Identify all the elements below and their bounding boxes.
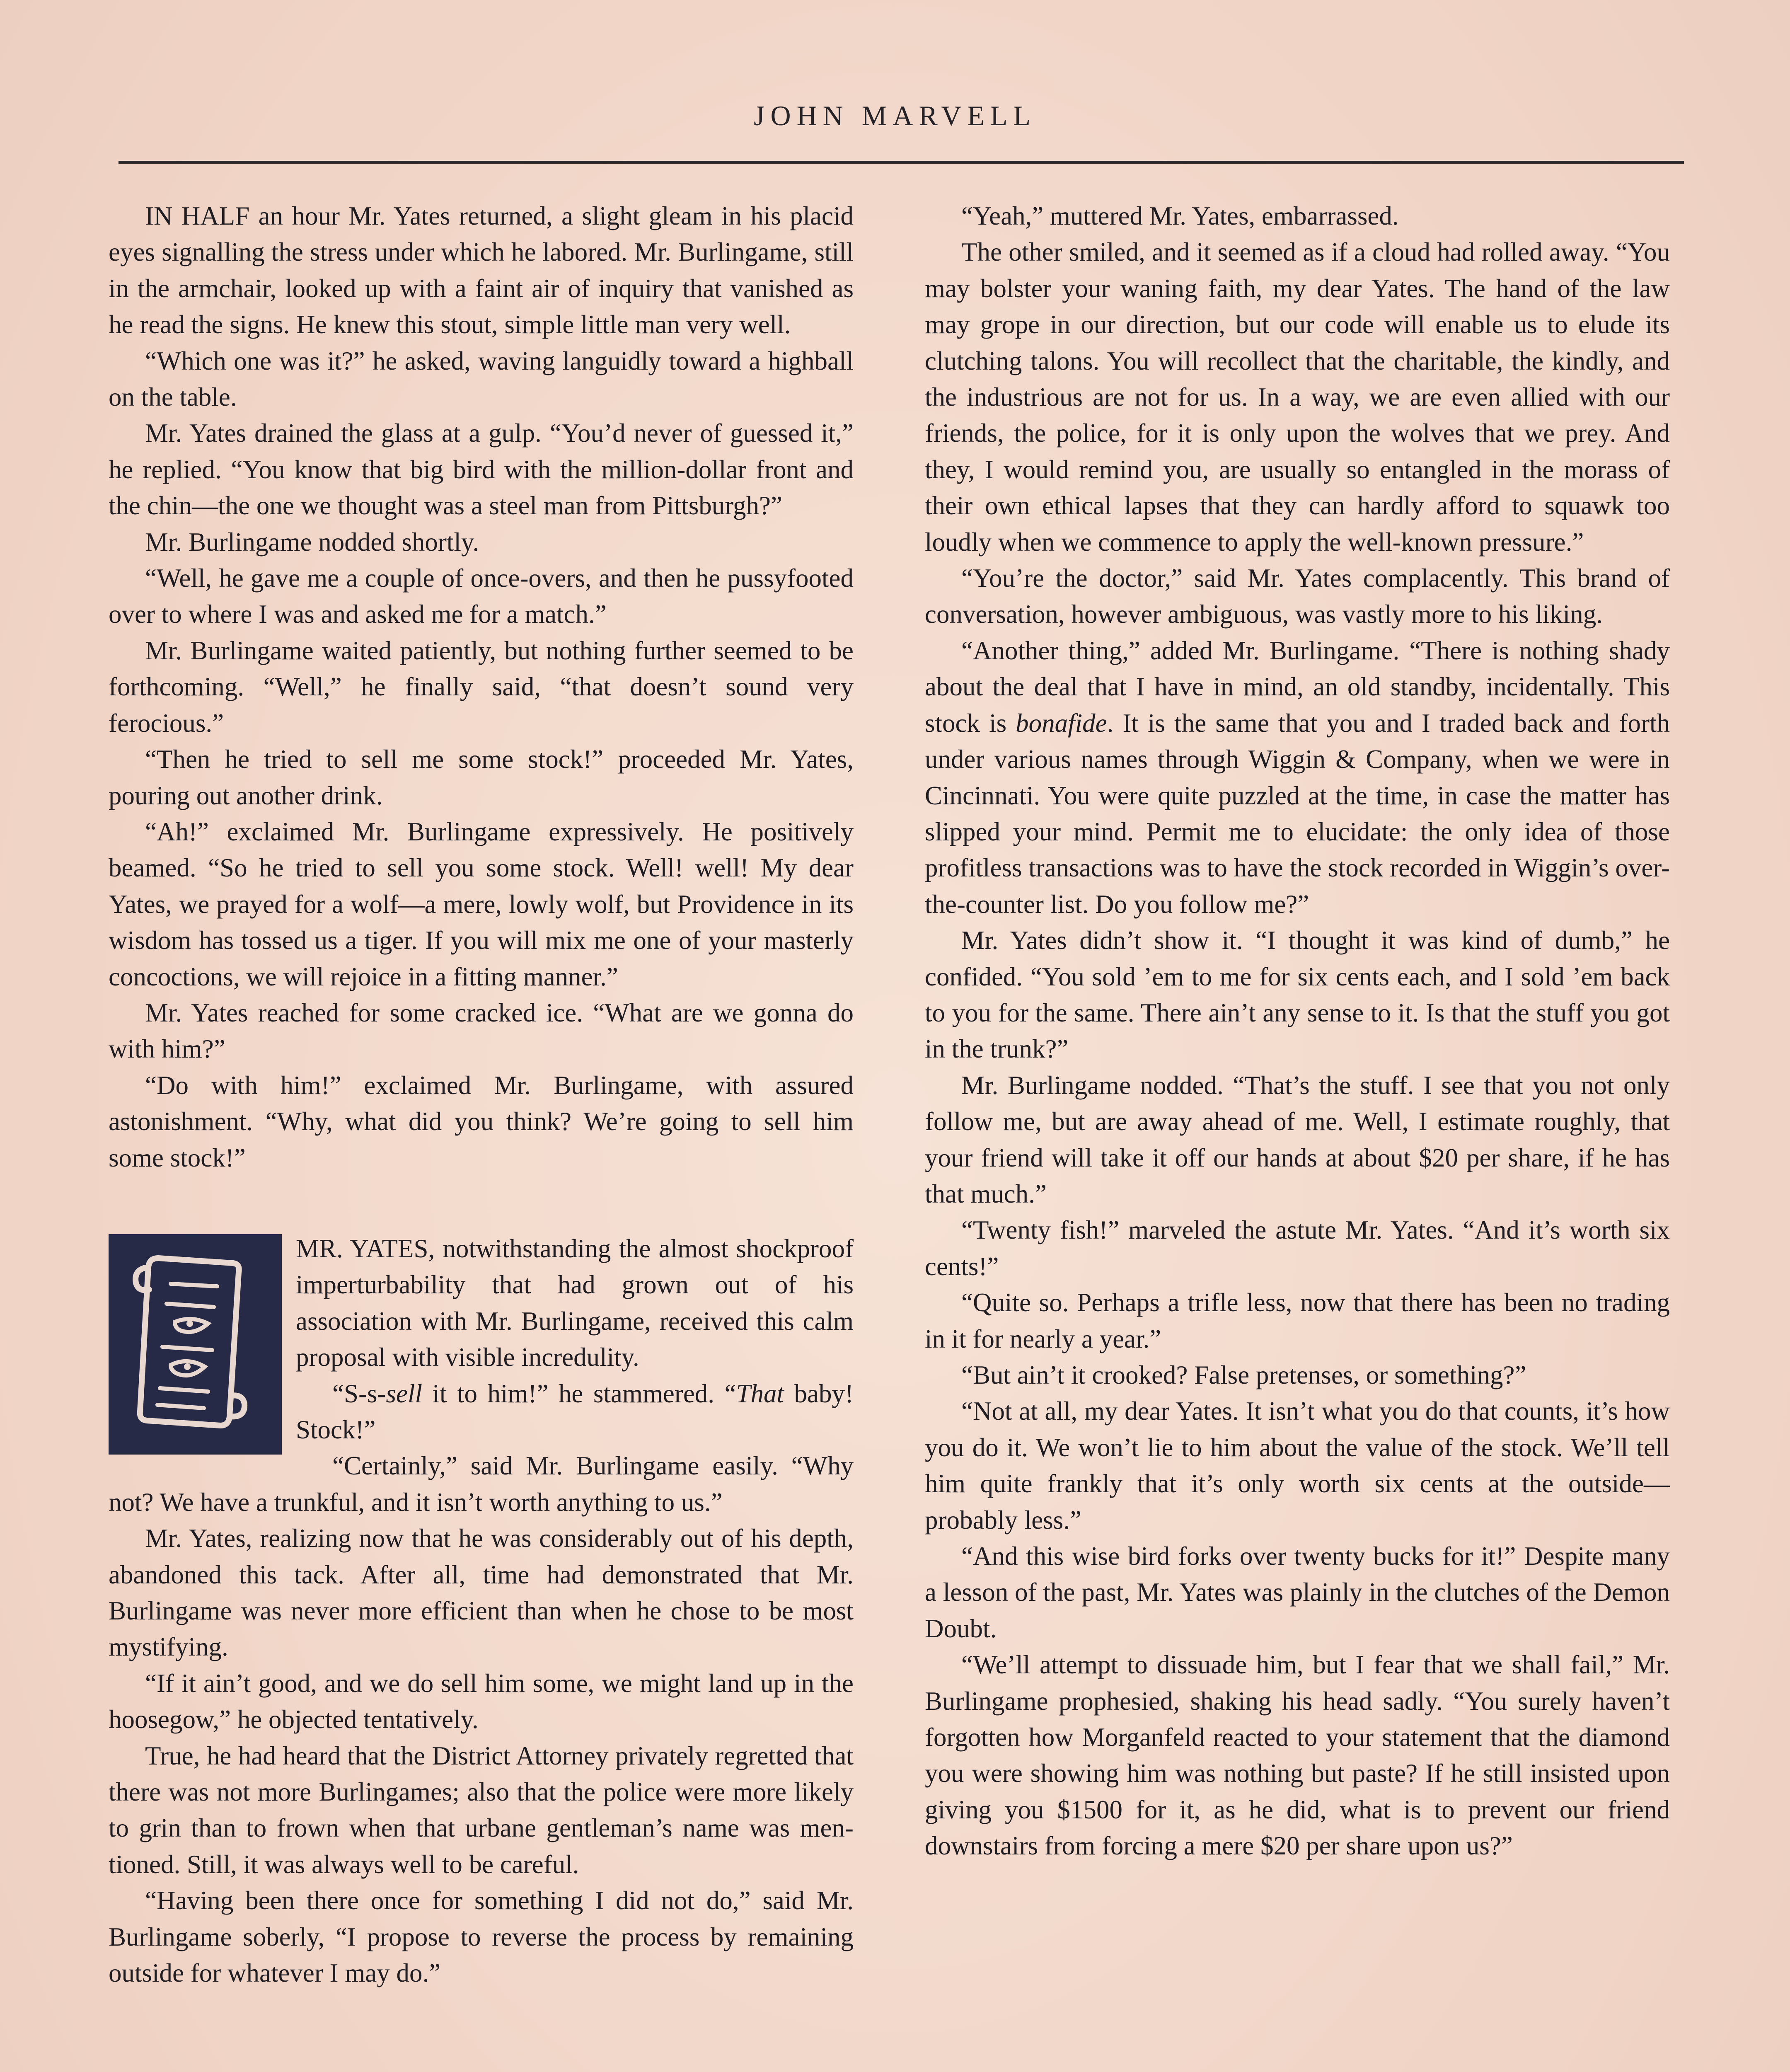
paragraph: “Which one was it?” he asked, waving languidly toward a highball on the table.: [109, 346, 854, 412]
paragraph: “Yeah,” muttered Mr. Yates, embarrassed.: [961, 201, 1399, 230]
paragraph: “We’ll attempt to dissuade him, but I fear that we shall fail,” Mr. Burlingame prophesied, shaking his head sadly. “You surely haven’t forgotten how Morganfeld reacted to your statement that the diamond you were showing him was nothing but paste? If he still insisted upon giving you $1500 for it, as he did, what is to prevent our friend downstairs from forcing a mere $20 per share upon us?”: [925, 1650, 1670, 1861]
paragraph: “Not at all, my dear Yates. It isn’t what you do that counts, it’s how you do it. We won’t lie to him about the value of the stock. We’ll tell him quite frankly that it’s only worth six cents at the outside—probably less.”: [925, 1397, 1670, 1535]
paragraph: “Twenty fish!” marveled the astute Mr. Yates. “And it’s worth six cents!”: [925, 1215, 1670, 1281]
scroll-stock-certificate-icon: [109, 1234, 282, 1455]
paragraph: “Having been there once for something I did not do,” said Mr. Burlingame soberly, “I propose to reverse the process by remaining outside for whatever I may do.”: [109, 1886, 854, 1988]
paragraph: Mr. Burlingame nodded. “That’s the stuff. I see that you not only follow me, but are away ahead of me. Well, I estimate roughly, that your friend will take it off our hands at about $20 per share, if he has that much.”: [925, 1070, 1670, 1208]
lead-in: IN HALF: [145, 201, 250, 230]
paragraph: “S-s-sell it to him!” he stammered. “That baby! Stock!”: [296, 1379, 854, 1444]
paragraph: “But ain’t it crooked? False pretenses, or something?”: [961, 1360, 1526, 1389]
paragraph: “Quite so. Perhaps a trifle less, now that there has been no trading in it for nearly a year.”: [925, 1288, 1670, 1353]
right-column: [925, 198, 1670, 1864]
paragraph: Mr. Burlingame nodded shortly.: [145, 527, 479, 557]
left-column: [109, 198, 854, 1992]
paragraph: Mr. Yates, realizing now that he was considerably out of his depth, abandoned this tack. After all, time had demonstrated that Mr. Burlingame was never more efficient than when he chose to be most mystifying.: [109, 1524, 854, 1662]
running-head: JOHN MARVELL: [754, 100, 1036, 131]
paragraph: IN HALF an hour Mr. Yates returned, a slight gleam in his placid eyes signalling the stress under which he labored. Mr. Burlingame, still in the armchair, looked up with a faint air of inquiry that vanished as he read the signs. He knew this stout, simple little man very well.: [109, 201, 854, 339]
header-rule: [119, 161, 1684, 164]
paragraph: “You’re the doctor,” said Mr. Yates complacently. This brand of conversation, however ambiguous, was vastly more to his liking.: [925, 564, 1670, 629]
paragraph: True, he had heard that the District Attorney privately regretted that there was not more Burlingames; also that the police were more likely to grin than to frown when that urbane gentleman’s name was mentioned. Still, it was always well to be careful.: [109, 1741, 854, 1879]
paragraph: “Then he tried to sell me some stock!” proceeded Mr. Yates, pouring out another drink.: [109, 745, 854, 810]
paragraph: Mr. Yates drained the glass at a gulp. “You’d never of guessed it,” he replied. “You know that big bird with the million-dollar front and the chin—the one we thought was a steel man from Pittsburgh?”: [109, 419, 854, 520]
paragraph: “Ah!” exclaimed Mr. Burlingame expressively. He positively beamed. “So he tried to sell you some stock. Well! well! My dear Yates, we prayed for a wolf—a mere, lowly wolf, but Providence in its wisdom has tossed us a tiger. If you will mix me one of your masterly concoctions, we will rejoice in a fitting manner.”: [109, 817, 854, 991]
paragraph: Mr. Burlingame waited patiently, but nothing further seemed to be forthcoming. “Well,” he finally said, “that doesn’t sound very ferocious.”: [109, 636, 854, 738]
paragraph: Mr. Yates reached for some cracked ice. “What are we gonna do with him?”: [109, 998, 854, 1064]
paragraph: The other smiled, and it seemed as if a cloud had rolled away. “You may bolster your waning faith, my dear Yates. The hand of the law may grope in our direction, but our code will enable us to elude its clutching talons. You will recollect that the charitable, the kindly, and the industrious are not for us. In a way, we are even allied with our friends, the police, for it is only upon the wolves that we prey. And they, I would remind you, are usually so entangled in the morass of their own ethical lapses that they can hardly afford to squawk too loudly when we commence to apply the well-known pressure.”: [925, 237, 1670, 557]
paragraph: “Another thing,” added Mr. Burlingame. “There is nothing shady about the deal that I have in mind, an old standby, incidentally. This stock is bonafide. It is the same that you and I traded back and forth under various names through Wiggin & Company, when we were in Cincinnati. You were quite puzzled at the time, in case the matter has slipped your mind. Permit me to elucidate: the only idea of those profitless transactions was to have the stock recorded in Wiggin’s over-the-counter list. Do you follow me?”: [925, 636, 1670, 919]
paragraph: Mr. Yates didn’t show it. “I thought it was kind of dumb,” he confided. “You sold ’em to me for six cents each, and I sold ’em back to you for the same. There ain’t any sense to it. Is that the stuff you got in the trunk?”: [925, 926, 1670, 1064]
section-opening-paragraph: MR. YATES, notwithstanding the almost shockproof imperturbability that had grown out of his association with Mr. Burlingame, received this calm proposal with visible incredulity.: [296, 1234, 854, 1372]
paragraph: “And this wise bird forks over twenty bucks for it!” Despite many a lesson of the past, Mr. Yates was plainly in the clutches of the Demon Doubt.: [925, 1542, 1670, 1643]
paragraph: “Well, he gave me a couple of once-overs, and then he pussyfooted over to where I was and asked me for a match.”: [109, 564, 854, 629]
paragraph: “Certainly,” said Mr. Burlingame easily. “Why not? We have a trunkful, and it isn’t worth anything to us.”: [109, 1451, 854, 1517]
section-break: [109, 1176, 854, 1231]
paragraph: “If it ain’t good, and we do sell him some, we might land up in the hoosegow,” he objected tentatively.: [109, 1668, 854, 1734]
paragraph: “Do with him!” exclaimed Mr. Burlingame, with assured astonishment. “Why, what did you think? We’re going to sell him some stock!”: [109, 1070, 854, 1172]
